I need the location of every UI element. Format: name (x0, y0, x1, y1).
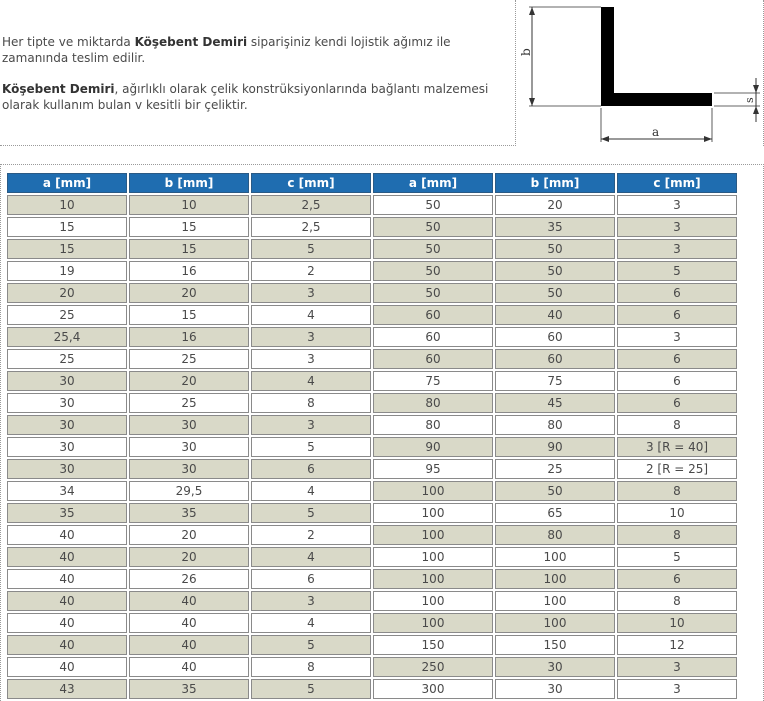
table-cell: 35 (7, 503, 127, 523)
table-row (7, 349, 737, 369)
table-cell: 40 (7, 547, 127, 567)
table-cell: 150 (495, 635, 615, 655)
table-cell: 80 (495, 415, 615, 435)
table-cell: 100 (373, 481, 493, 501)
table-cell: 15 (129, 239, 249, 259)
table-cell: 3 (617, 657, 737, 677)
table-cell: 4 (251, 547, 371, 567)
angle-profile-diagram (520, 0, 764, 146)
table-cell: 60 (495, 349, 615, 369)
table-cell: 3 (617, 195, 737, 215)
table-cell: 2 [R = 25] (617, 459, 737, 479)
table-row (7, 591, 737, 611)
table-cell: 100 (373, 525, 493, 545)
table-cell: 2 (251, 261, 371, 281)
table-cell: 40 (7, 569, 127, 589)
table-cell: 20 (129, 283, 249, 303)
table-cell: 10 (617, 503, 737, 523)
table-cell: 30 (129, 459, 249, 479)
table-cell: 65 (495, 503, 615, 523)
table-cell: 5 (251, 635, 371, 655)
table-cell: 6 (251, 459, 371, 479)
table-cell: 40 (129, 657, 249, 677)
intro-paragraph-2: Köşebent Demiri, ağırlıklı olarak çelik konstrüksiyonlarında bağlantı malzemesi olarak kullanım bulan v kesitli bir çeliktir. (2, 82, 489, 112)
table-cell: 60 (373, 305, 493, 325)
table-cell: 50 (373, 283, 493, 303)
table-cell: 100 (495, 547, 615, 567)
table-cell: 40 (495, 305, 615, 325)
table-row (7, 239, 737, 259)
table-cell: 40 (7, 635, 127, 655)
dimension-label-s: s (743, 97, 756, 103)
table-cell: 8 (617, 525, 737, 545)
table-row (7, 547, 737, 567)
table-cell: 6 (617, 349, 737, 369)
table-cell: 16 (129, 327, 249, 347)
table-row (7, 195, 737, 215)
table-cell: 3 (617, 679, 737, 699)
table-cell: 6 (617, 283, 737, 303)
table-cell: 6 (617, 371, 737, 391)
table-cell: 25 (129, 393, 249, 413)
table-row (7, 569, 737, 589)
dimension-label-b: b (520, 48, 533, 56)
table-cell: 25 (7, 349, 127, 369)
top-section (0, 0, 764, 148)
table-cell: 100 (495, 613, 615, 633)
table-cell: 40 (7, 613, 127, 633)
table-cell: 80 (373, 393, 493, 413)
table-cell: 12 (617, 635, 737, 655)
table-cell: 30 (129, 437, 249, 457)
table-cell: 3 (617, 217, 737, 237)
table-cell: 8 (617, 481, 737, 501)
product-name-bold: Köşebent Demiri (134, 35, 248, 49)
table-cell: 3 (251, 591, 371, 611)
table-cell: 3 (251, 415, 371, 435)
table-cell: 25 (495, 459, 615, 479)
table-cell: 10 (617, 613, 737, 633)
table-cell: 150 (373, 635, 493, 655)
table-cell: 35 (129, 679, 249, 699)
table-cell: 30 (7, 437, 127, 457)
table-cell: 80 (495, 525, 615, 545)
table-cell: 45 (495, 393, 615, 413)
table-row (7, 437, 737, 457)
table-cell: 15 (129, 217, 249, 237)
table-cell: 10 (7, 195, 127, 215)
table-cell: 30 (7, 393, 127, 413)
table-row (7, 393, 737, 413)
table-header-row (7, 173, 737, 193)
table-cell: 4 (251, 305, 371, 325)
table-row (7, 657, 737, 677)
table-cell: 2,5 (251, 195, 371, 215)
table-cell: 4 (251, 481, 371, 501)
table-cell: 3 (251, 327, 371, 347)
table-cell: 20 (129, 547, 249, 567)
column-header: b [mm] (129, 173, 249, 193)
table-cell: 26 (129, 569, 249, 589)
table-cell: 4 (251, 613, 371, 633)
table-row (7, 415, 737, 435)
table-cell: 8 (251, 393, 371, 413)
table-cell: 34 (7, 481, 127, 501)
table-cell: 30 (495, 657, 615, 677)
table-cell: 30 (7, 371, 127, 391)
table-cell: 5 (251, 437, 371, 457)
l-profile-shape (601, 7, 712, 106)
table-cell: 8 (617, 591, 737, 611)
table-cell: 3 (617, 239, 737, 259)
column-header: b [mm] (495, 173, 615, 193)
table-cell: 8 (617, 415, 737, 435)
table-cell: 60 (495, 327, 615, 347)
table-row (7, 305, 737, 325)
table-cell: 25 (7, 305, 127, 325)
intro-text-block (0, 0, 516, 146)
table-cell: 30 (7, 459, 127, 479)
table-cell: 19 (7, 261, 127, 281)
table-cell: 43 (7, 679, 127, 699)
table-row (7, 371, 737, 391)
table-cell: 5 (617, 261, 737, 281)
table-cell: 95 (373, 459, 493, 479)
table-row (7, 635, 737, 655)
table-cell: 60 (373, 327, 493, 347)
dimensions-table (5, 171, 739, 701)
table-cell: 100 (495, 569, 615, 589)
table-cell: 10 (129, 195, 249, 215)
column-header: a [mm] (7, 173, 127, 193)
table-cell: 50 (495, 283, 615, 303)
table-cell: 20 (129, 371, 249, 391)
table-cell: 6 (617, 393, 737, 413)
table-cell: 50 (373, 239, 493, 259)
table-cell: 30 (129, 415, 249, 435)
table-row (7, 327, 737, 347)
table-cell: 100 (495, 591, 615, 611)
table-cell: 40 (129, 635, 249, 655)
table-cell: 6 (617, 305, 737, 325)
table-cell: 25,4 (7, 327, 127, 347)
table-cell: 3 (617, 327, 737, 347)
table-cell: 30 (7, 415, 127, 435)
table-cell: 50 (495, 481, 615, 501)
table-cell: 100 (373, 547, 493, 567)
table-cell: 25 (129, 349, 249, 369)
table-cell: 5 (617, 547, 737, 567)
table-row (7, 283, 737, 303)
table-row (7, 459, 737, 479)
table-cell: 16 (129, 261, 249, 281)
intro-paragraph-1: Her tipte ve miktarda Köşebent Demiri siparişiniz kendi lojistik ağımız ile zamanında teslim edilir. (2, 35, 451, 65)
table-cell: 50 (373, 261, 493, 281)
table-cell: 6 (251, 569, 371, 589)
table-cell: 3 [R = 40] (617, 437, 737, 457)
product-name-bold: Köşebent Demiri (2, 82, 115, 96)
table-cell: 2,5 (251, 217, 371, 237)
dimensions-table-container (0, 164, 764, 701)
table-cell: 75 (373, 371, 493, 391)
table-cell: 90 (373, 437, 493, 457)
table-cell: 100 (373, 613, 493, 633)
table-cell: 20 (129, 525, 249, 545)
column-header: a [mm] (373, 173, 493, 193)
table-cell: 2 (251, 525, 371, 545)
table-cell: 50 (495, 261, 615, 281)
table-cell: 50 (373, 195, 493, 215)
table-row (7, 613, 737, 633)
table-cell: 20 (495, 195, 615, 215)
table-cell: 40 (129, 591, 249, 611)
table-row (7, 217, 737, 237)
table-cell: 15 (129, 305, 249, 325)
table-cell: 100 (373, 569, 493, 589)
table-cell: 50 (373, 217, 493, 237)
table-cell: 300 (373, 679, 493, 699)
table-cell: 5 (251, 239, 371, 259)
table-cell: 3 (251, 283, 371, 303)
table-cell: 100 (373, 591, 493, 611)
table-cell: 90 (495, 437, 615, 457)
table-cell: 100 (373, 503, 493, 523)
table-cell: 3 (251, 349, 371, 369)
column-header: c [mm] (251, 173, 371, 193)
table-cell: 35 (495, 217, 615, 237)
table-cell: 5 (251, 679, 371, 699)
table-cell: 40 (7, 525, 127, 545)
table-cell: 40 (7, 657, 127, 677)
dimension-label-a: a (652, 125, 660, 139)
table-cell: 15 (7, 239, 127, 259)
table-cell: 35 (129, 503, 249, 523)
table-cell: 6 (617, 569, 737, 589)
table-cell: 50 (495, 239, 615, 259)
table-cell: 60 (373, 349, 493, 369)
table-cell: 5 (251, 503, 371, 523)
angle-profile-drawing (520, 0, 764, 146)
table-row (7, 261, 737, 281)
table-cell: 40 (129, 613, 249, 633)
table-cell: 20 (7, 283, 127, 303)
table-row (7, 503, 737, 523)
table-row (7, 679, 737, 699)
table-cell: 250 (373, 657, 493, 677)
table-cell: 29,5 (129, 481, 249, 501)
table-row (7, 481, 737, 501)
column-header: c [mm] (617, 173, 737, 193)
table-row (7, 525, 737, 545)
table-cell: 15 (7, 217, 127, 237)
table-cell: 30 (495, 679, 615, 699)
table-cell: 8 (251, 657, 371, 677)
table-cell: 75 (495, 371, 615, 391)
table-cell: 4 (251, 371, 371, 391)
table-cell: 40 (7, 591, 127, 611)
table-cell: 80 (373, 415, 493, 435)
